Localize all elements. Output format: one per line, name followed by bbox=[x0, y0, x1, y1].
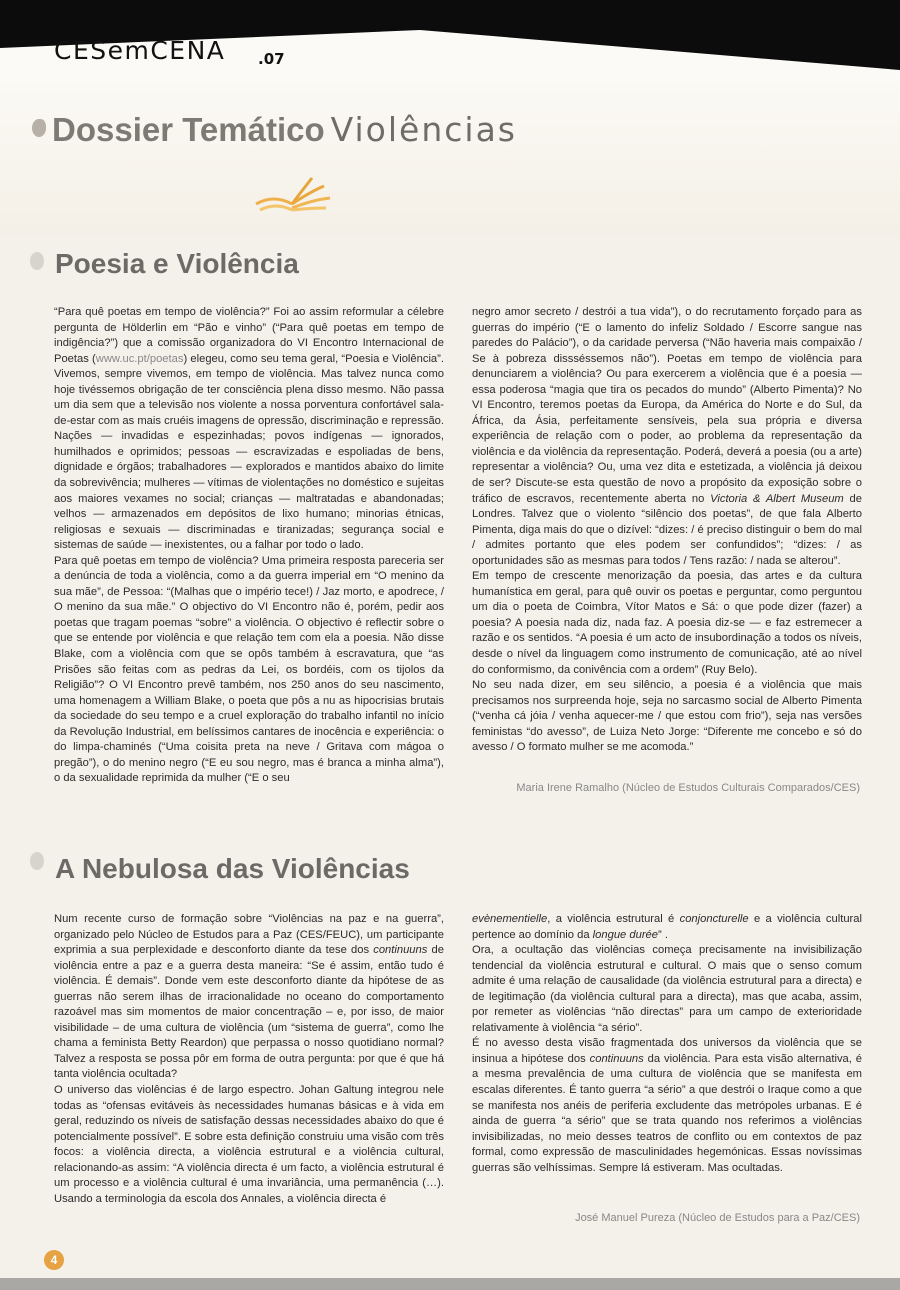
paragraph: negro amor secreto / destrói a tua vida”), o do recrutamento forçado para as guerras do império (“E o lamento do infeliz Soldado / Escorre sangue nas paredes do Palácio”), o da caridade perversa (“Não haveria mais compaixão / Se à pobreza dissséssemos não”). Poetas em tempo de violência para denunciarem a violência? Ou para exercerem a violência que é a poesia — essa poderosa “magia que tira os pecados do mundo” (Alberto Pimenta)? No VI Encontro, teremos poetas da Europa, da América do Norte e do Sul, da África, da Ásia, perfeitamente sensíveis, pela sua própria e diversa experiência de relação com o poder, ao problema da representação da violência e da violência da representação. Poderá, deverá a poesia (ou a arte) representar a violência? Ou, uma vez dita e estetizada, a violência já deixou de ser? Discute-se esta questão de novo a propósito da exposição sobre o tráfico de escravos, recentemente aberta no Victoria & Albert Museum de Londres. Talvez que o violento “silêncio dos poetas”, de que fala Alberto Pimenta, diga mais do que o dizível: “dizes: / é preciso distinguir o bem do mal / admites portanto que eles podem ser confundidos”; “dizes: / as oportunidades são as mesmas para todos / Tens razão: / nada se alterou”. bbox=[472, 306, 862, 567]
section1-column-left bbox=[54, 305, 444, 787]
section-bullet-icon bbox=[30, 252, 44, 270]
dossier-heading bbox=[32, 110, 517, 149]
heading-bullet-icon bbox=[32, 119, 46, 137]
magazine-logo: CESemCENA bbox=[54, 36, 226, 65]
dossier-topic: Violências bbox=[330, 110, 517, 149]
header-band bbox=[0, 86, 900, 236]
magazine-logo-year: .07 bbox=[258, 50, 285, 68]
paragraph: No seu nada dizer, em seu silêncio, a poesia é a violência que mais precisamos nos surpreenda hoje, seja no sarcasmo social de Alberto Pimenta (“venha cá jóia / venha aquecer-me / que estou com frio”), seja nas versões feministas “do avesso”, de Luiza Neto Jorge: “Diferente me concebo e só do avesso / O formato mulher se me acomoda.” bbox=[472, 679, 862, 754]
paragraph: É no avesso desta visão fragmentada dos universos da violência que se insinua a hipótese dos continuuns da violência. Para esta visão alternativa, é a mesma prevalência de uma cultura de violência que se manifesta em escalas diferentes. É tanto guerra “a sério” a que destrói o Iraque como a que se manifesta nos anéis de periferia excludente das metrópoles urbanas. E é ainda de guerra “a sério” que se trata quando nos referimos a violências invisibilizadas, no meio desses teatros de conflito ou em contextos de paz formal, como expressão de masculinidades hegemónicas. Essas novíssimas guerras são velhíssimas. Sempre lá estiveram. Mas ocultadas. bbox=[472, 1037, 862, 1174]
paragraph: “Para quê poetas em tempo de violência?” Foi ao assim reformular a célebre pergunta de Hölderlin em “Pão e vinho” (“Para quê poetas em tempo de indigência?”) que a comissão organizadora do VI Encontro Internacional de Poetas (www.uc.pt/poetas) elegeu, como seu tema geral, “Poesia e Violência”. Vivemos, sempre vivemos, em tempo de violência. Mas talvez nunca como hoje tivéssemos obrigação de ter consciência plena disso mesmo. Não passa um dia sem que a televisão nos violente a nossa porventura confortável sala-de-estar com as mais cruéis imagens de opressão, discriminação e repressão. Nações — invadidas e espezinhadas; povos indígenas — ignorados, humilhados e oprimidos; pessoas — escravizadas e espoliadas de bens, dignidade e órgãos; trabalhadores — explorados e mantidos abaixo do limite da sobrevivência; mulheres — vítimas de violentações no doméstico e sujeitas aos maiores vexames no social; crianças — maltratadas e abandonadas; velhos — armazenados em depósitos de lixo humano; minorias étnicas, religiosas e sexuais — discriminadas e tiranizadas; segurança social e sistemas de saúde — inexistentes, ou a falhar por todo o lado. bbox=[54, 306, 444, 552]
paragraph: evènementielle, a violência estrutural é conjoncturelle e a violência cultural pertence ao domínio da longue durée” . bbox=[472, 913, 862, 941]
paragraph: Em tempo de crescente menorização da poesia, das artes e da cultura humanística em geral, para quê ouvir os poetas e perguntar, como perguntou um dia o poeta de Coimbra, Vítor Matos e Sá: o que pode dizer (fazer) a poesia? A poesia nada diz, nada faz. A poesia diz-se — e faz estremecer a razão e os sentidos. “A poesia é um acto de insubordinação a todos os níveis, desde o nível da linguagem como instrumento de comunicação, até ao nível do conformismo, da conivência com a ordem” (Ruy Belo). bbox=[472, 570, 862, 676]
poetas-link[interactable]: www.uc.pt/poetas bbox=[95, 352, 184, 365]
dossier-label: Dossier Temático bbox=[52, 111, 325, 148]
bottom-strip bbox=[0, 1278, 900, 1290]
section-title-nebulosa: A Nebulosa das Violências bbox=[55, 853, 410, 884]
section-bullet-icon bbox=[30, 852, 44, 870]
author-credit: Maria Irene Ramalho (Núcleo de Estudos Culturais Comparados/CES) bbox=[516, 782, 860, 794]
section1-column-right bbox=[472, 305, 862, 756]
paragraph: O universo das violências é de largo espectro. Johan Galtung integrou nele todas as “ofensas evitáveis às necessidades humanas básicas e à vida em geral, reduzindo os níveis de satisfação dessas necessidades abaixo do que é potencialmente possível”. E sobre esta definição construiu uma visão com três focos: a violência directa, a violência estrutural e a violência cultural, relacionando-as assim: “A violência directa é um facto, a violência estrutural é um processo e a violência cultural é uma invariância, uma permanência (…). Usando a terminologia da escola dos Annales, a violência directa é bbox=[54, 1084, 444, 1205]
book-wings-emblem-icon bbox=[252, 174, 334, 218]
paragraph: Para quê poetas em tempo de violência? Uma primeira resposta pareceria ser a denúncia de toda a violência, como a da guerra imperial em “O menino da sua mãe”, de Pessoa: “(Malhas que o império tece!) / Jaz morto, e apodrece, / O menino da sua mãe.” O objectivo do VI Encontro não é, porém, pedir aos poetas que tragam poemas “sobre” a violência. O objectivo é reflectir sobre o que se entende por violência e que relação tem com ela a poesia. Não disse Blake, com a violência com que se opôs também à escravatura, que “as Prisões são feitas com as pedras da Lei, os bordéis, com os tijolos da Religião”? O VI Encontro prevê também, nos 250 anos do seu nascimento, uma homenagem a William Blake, o poeta que pôs a nu as hipocrisias brutais da sociedade do seu tempo e a cruel exploração do trabalho infantil no início da Revolução Industrial, em belíssimos cantares de inocência e experiência: o do limpa-chaminés (“Uma coisita preta na neve / Gritava com mágoa o pregão”), o do menino negro (“E eu sou negro, mas é branca a minha alma”), o da sexualidade reprimida da mulher (“E o seu bbox=[54, 554, 444, 785]
page-number: 4 bbox=[44, 1250, 64, 1270]
section-title-poesia: Poesia e Violência bbox=[55, 248, 299, 279]
section2-column-left bbox=[54, 912, 444, 1207]
paragraph: Num recente curso de formação sobre “Violências na paz e na guerra”, organizado pelo Núcleo de Estudos para a Paz (CES/FEUC), um participante exprimia a sua perplexidade e desconforto diante da tese dos continuuns de violência entre a paz e a guerra desta maneira: “Se é assim, então tudo é violência. É demais”. Donde vem este desconforto diante da hipótese de as guerras não serem ilhas de irracionalidade no oceano do comportamento razoável mas sim momentos de maior concentração – e, por isso, de maior visibilidade – de uma cultura de violência (um “sistema de guerra”, como lhe chama a feminista Betty Reardon) que perpassa o nosso quotidiano normal? Talvez a resposta se possa pôr em forma de outra pergunta: por que é que há tanta violência ocultada? bbox=[54, 913, 444, 1081]
section2-column-right bbox=[472, 912, 862, 1176]
paragraph: Ora, a ocultação das violências começa precisamente na invisibilização tendencial da violência estrutural e cultural. O mais que o senso comum admite é uma relação de causalidade (da violência estrutural para a directa) e de legitimação (da violência cultural para a directa), mas que acaba, assim, por remeter as violências “não directas” para um campo de exterioridade relativamente à violência “a sério”. bbox=[472, 944, 862, 1034]
author-credit: José Manuel Pureza (Núcleo de Estudos para a Paz/CES) bbox=[575, 1212, 860, 1224]
